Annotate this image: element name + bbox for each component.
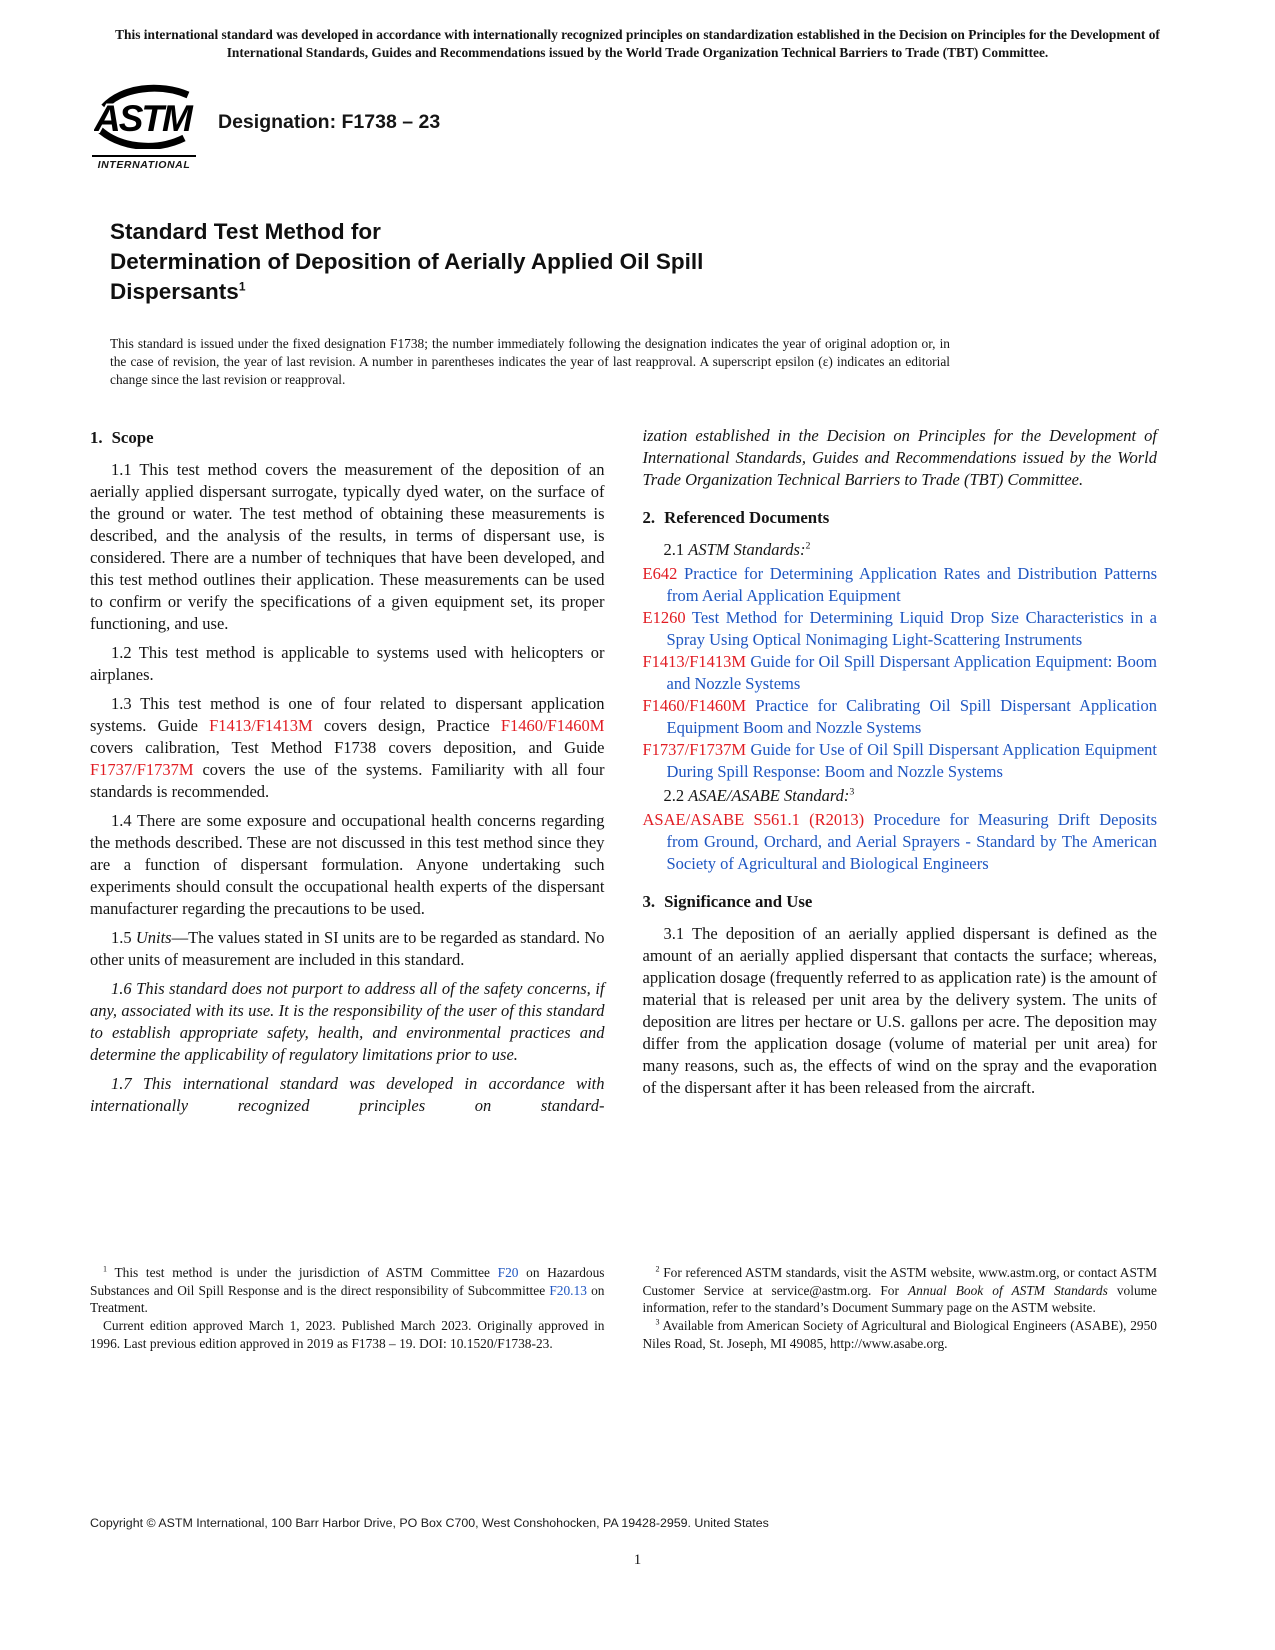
text-segment: covers design, Practice [312,716,501,736]
footnote-column-right [643,1264,1158,1353]
link-F1413-F1413M[interactable]: F1413/F1413M [209,716,313,736]
text-segment: volume information, refer to the standard’s Document Summary page on the ASTM website. [642,1282,1157,1316]
reference-F1413 [643,651,1158,695]
paragraph-1-3 [90,693,605,803]
paragraph-3-1: 3.1 The deposition of an aerially applied dispersant is defined as the amount of an aerially applied dispersant that contacts the surface; whereas, application dosage (frequently referred to as application rate) is the amount of material that is released per unit area by the delivery system. The units of deposition are litres per hectare or U.S. gallons per acre. The deposition may differ from the application dosage (volume of material per unit area) for many reasons, such as, the effects of wind on the spray and the evaporation of the dispersant after it has been released from the aircraft. [642,924,1158,1098]
paragraph-1-7: 1.7 This international standard was developed in accordance with internationally recognized principles on standard- [90,1074,605,1116]
reference-title-link[interactable]: Procedure for Measuring Drift Deposits from Ground, Orchard, and Aerial Sprayers - Standard by The American Society of Agricultural and Biological Engineers [666,810,1157,874]
subsection-2-1 [643,539,1158,561]
title-line-2: Determination of Deposition of Aerially Applied Oil Spill [110,249,704,275]
right-column [643,425,1158,1124]
paragraph-1-7-continued: ization established in the Decision on Principles for the Development of International Standards, Guides and Recommendations issued by the World Trade Organization Technical Barriers to Trade (TBT) Committee. [642,426,1157,490]
paragraph-1-6: 1.6 This standard does not purport to address all of the safety concerns, if any, associated with its use. It is the responsibility of the user of this standard to establish appropriate safety, health, and environmental practices and determine the applicability of regulatory limitations prior to use. [90,979,605,1065]
title-block [110,217,950,389]
reference-E642 [643,563,1158,607]
title-footnote-ref[interactable]: 1 [238,279,246,294]
text-segment: covers calibration, Test Method F1738 covers deposition, and Guide [90,738,605,758]
section-number: 1. [90,428,103,448]
astm-logo-international-label: INTERNATIONAL [92,155,196,171]
link-F20[interactable]: F20 [497,1265,519,1280]
reference-E1260 [643,607,1158,651]
paragraph-1-2: 1.2 This test method is applicable to systems used with helicopters or airplanes. [90,643,605,685]
footnote-3 [643,1317,1158,1352]
link-F20-13[interactable]: F20.13 [549,1282,587,1298]
footnote-marker: 3 [655,1317,660,1327]
body-columns [90,425,1157,1124]
section-heading-referenced-documents [643,507,1158,529]
astm-logo [92,83,196,171]
paragraph-1-5 [90,927,605,971]
section-heading-significance-and-use [643,891,1158,913]
reference-code-link[interactable]: E642 [642,564,678,584]
reference-code-link[interactable]: E1260 [642,608,686,628]
reference-title-link[interactable]: Guide for Use of Oil Spill Dispersant Application Equipment During Spill Response: Boom and Nozzle Systems [666,740,1157,782]
footnote-2 [643,1264,1158,1317]
wto-tbt-notice: This international standard was developed in accordance with internationally recognized principles on standardization established in the Decision on Principles for the Development of International Standards, Guides and Recommendations issued by the World Trade Organization Technical Barriers to Trade (TBT) Committee. [115,27,1160,60]
document-title [110,217,950,307]
section-heading-scope [90,427,605,449]
subsection-2-2 [643,785,1158,807]
title-line-3: Dispersants [110,279,239,305]
text-segment: This test method is under the jurisdiction of ASTM Committee [107,1265,498,1280]
section-title: Referenced Documents [664,508,830,528]
footnote-ref-2[interactable]: 2 [805,540,811,552]
copyright-line: Copyright © ASTM International, 100 Barr Harbor Drive, PO Box C700, West Conshohocken, PA 19428-2959. United States [90,1516,769,1530]
text-segment: 1.3 This test method is one of four related to dispersant application systems. Guide [90,694,605,736]
footnote-1 [90,1264,605,1317]
reference-code-link[interactable]: ASAE/ASABE S561.1 (R2013) [642,810,865,830]
subsection-label: ASAE/ASABE Standard: [688,786,850,806]
reference-code-link[interactable]: F1737/F1737M [642,740,747,760]
designation-label: Designation: F1738 – 23 [218,111,441,134]
masthead [92,83,1275,171]
reference-title-link[interactable]: Practice for Calibrating Oil Spill Dispersant Application Equipment Boom and Nozzle Systems [666,696,1157,738]
section-title: Scope [111,428,154,448]
reference-code-link[interactable]: F1413/F1413M [642,652,747,672]
left-column [90,425,605,1124]
text-segment: on Treatment. [90,1282,605,1316]
footnote-column-left [90,1264,605,1353]
reference-title-link[interactable]: Test Method for Determining Liquid Drop Size Characteristics in a Spray Using Optical Nonimaging Light-Scattering Instruments [666,608,1157,650]
footnote-marker: 1 [103,1264,108,1274]
reference-title-link[interactable]: Practice for Determining Application Rates and Distribution Patterns from Aerial Application Equipment [666,564,1157,606]
section-number: 3. [642,892,656,912]
units-term: Units [135,928,172,948]
text-segment: Available from American Society of Agricultural and Biological Engineers (ASABE), 2950 Niles Road, St. Joseph, MI 49085, http://www.asabe.org. [642,1318,1157,1351]
section-number: 2. [642,508,656,528]
link-F1460-F1460M[interactable]: F1460/F1460M [500,716,605,736]
reference-F1460 [643,695,1158,739]
text-segment: For referenced ASTM standards, visit the ASTM website, www.astm.org, or contact ASTM Customer Service at service@astm.org. For [642,1265,1157,1298]
footnote-ref-3[interactable]: 3 [849,786,855,798]
text-segment: covers the use of the systems. Familiarity with all four standards is recommended. [90,760,605,802]
reference-code-link[interactable]: F1460/F1460M [642,696,747,716]
page-number: 1 [633,1552,642,1568]
section-title: Significance and Use [664,892,813,912]
text-segment: 2.2 [663,786,689,806]
issuance-note: This standard is issued under the fixed designation F1738; the number immediately following the designation indicates the year of original adoption or, in the case of revision, the year of last revision. A number in parentheses indicates the year of last reapproval. A superscript epsilon (ε) indicates an editorial change since the last revision or reapproval. [110,336,950,388]
svg-text:ASTM: ASTM [94,98,191,140]
footnotes [90,1264,1157,1353]
text-segment: 2.1 [663,540,689,560]
subsection-label: ASTM Standards: [688,540,806,560]
text-segment: —The values stated in SI units are to be regarded as standard. No other units of measurement are included in this standard. [90,928,605,970]
footnote-1-edition-history: Current edition approved March 1, 2023. Published March 2023. Originally approved in 1996. Last previous edition approved in 2019 as F1738 – 19. DOI: 10.1520/F1738-23. [90,1318,605,1351]
footnote-marker: 2 [655,1264,660,1274]
paragraph-1-1: 1.1 This test method covers the measurement of the deposition of an aerially applied dispersant surrogate, typically dyed water, on the surface of the ground or water. The test method of obtaining these measurements is described, and the analysis of the results, in terms of dispersant use, is considered. There are a number of techniques that have been developed, and this test method outlines their application. These measurements can be used to confirm or verify the specifications of a given equipment set, its proper functioning, and use. [90,460,605,634]
reference-F1737 [643,739,1158,783]
reference-ASAE-ASABE-S561 [643,809,1158,875]
astm-logo-mark [94,83,194,149]
reference-title-link[interactable]: Guide for Oil Spill Dispersant Application Equipment: Boom and Nozzle Systems [666,652,1157,694]
astm-reference-list [643,563,1158,783]
text-segment: on Hazardous Substances and Oil Spill Response and is the direct responsibility of Subcommittee [90,1265,605,1298]
paragraph-1-4: 1.4 There are some exposure and occupational health concerns regarding the methods described. These are not discussed in this test method since they are a function of dispersant formulation. Anyone undertaking such experiments should consult the occupational health experts of the dispersant manufacturer regarding the precautions to be used. [90,811,605,919]
text-segment: 1.5 [111,928,136,948]
annual-book-title: Annual Book of ASTM Standards [908,1282,1108,1298]
link-F1737-F1737M[interactable]: F1737/F1737M [90,760,194,780]
title-line-1: Standard Test Method for [110,219,381,245]
